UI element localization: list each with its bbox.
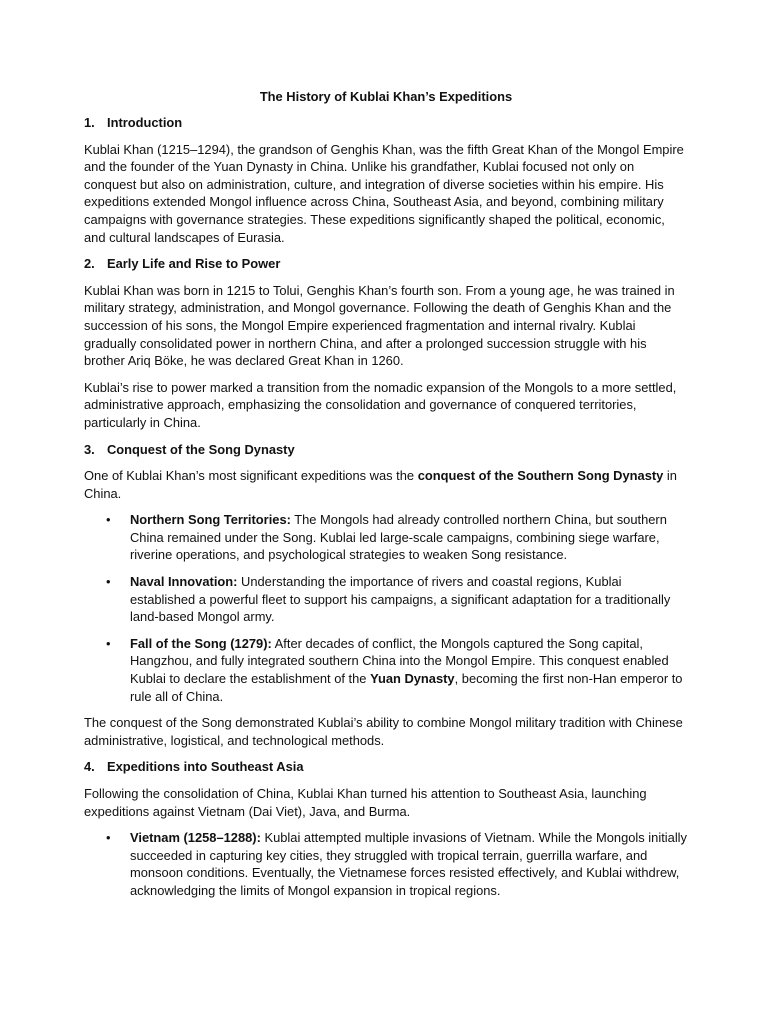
- document-page: [84, 88, 688, 909]
- section-title: Introduction: [107, 115, 183, 130]
- song-intro-text-end: in China.: [84, 468, 677, 501]
- bullet-label: Vietnam (1258–1288):: [130, 830, 261, 846]
- bullet-text: The Mongols had already controlled northern China, but southern China remained under the Song. Kublai led large-scale campaigns, combining siege warfare, riverine operations, and psychological strategies to weaken Song resistance.: [130, 512, 667, 563]
- document-title: The History of Kublai Khan’s Expeditions: [259, 89, 513, 104]
- bullet-icon: •: [106, 830, 111, 846]
- southeast-asia-bullet-list: [84, 829, 688, 899]
- section-heading-introduction: [84, 114, 688, 132]
- early-life-paragraph-2: Kublai’s rise to power marked a transition from the nomadic expansion of the Mongols to a more settled, administrative approach, emphasizing the consolidation and governance of conquered territories, particularly in China.: [84, 379, 677, 430]
- section-number: 1.: [84, 115, 95, 130]
- song-bullet-list: [84, 511, 688, 705]
- section-title: Early Life and Rise to Power: [107, 256, 281, 272]
- list-item: [84, 511, 688, 564]
- bullet-icon: •: [106, 635, 111, 651]
- bullet-bold: Yuan Dynasty: [370, 671, 455, 687]
- bullet-label: Northern Song Territories:: [130, 512, 291, 528]
- section-heading-song-conquest: [84, 441, 688, 459]
- section-heading-early-life: [84, 255, 688, 273]
- bullet-text: Understanding the importance of rivers and coastal regions, Kublai established a powerful fleet to support his campaigns, a significant adaptation for a traditionally land-based Mongol army.: [130, 574, 671, 625]
- song-intro-bold: conquest of the Southern Song Dynasty: [417, 468, 664, 484]
- list-item: [84, 573, 688, 626]
- bullet-text: After decades of conflict, the Mongols captured the Song capital, Hangzhou, and fully integrated southern China into the Mongol Empire. This conquest enabled Kublai to declare the establishment of the: [130, 635, 669, 687]
- early-life-paragraph-1: Kublai Khan was born in 1215 to Tolui, Genghis Khan’s fourth son. From a young age, he was trained in military strategy, administration, and Mongol governance. Following the death of Genghis Khan and the succession of his sons, the Mongol Empire experienced fragmentation and internal rivalry. Kublai gradually consolidated power in northern China, and after a prolonged succession struggle with his brother Ariq Böke, he was declared Great Khan in 1260.: [84, 282, 675, 369]
- introduction-paragraph: Kublai Khan (1215–1294), the grandson of Genghis Khan, was the fifth Great Khan of the Mongol Empire and the founder of the Yuan Dynasty in China. Unlike his grandfather, Kublai focused not only on conquest but also on administration, culture, and integration of diverse societies within his empire. His expeditions extended Mongol influence across China, Southeast Asia, and beyond, combining military campaigns with governance strategies. These expeditions significantly shaped the political, economic, and cultural landscapes of Eurasia.: [84, 141, 684, 245]
- southeast-asia-intro: Following the consolidation of China, Kublai Khan turned his attention to Southeast Asia, launching expeditions against Vietnam (Dai Viet), Java, and Burma.: [84, 786, 647, 819]
- song-conquest-outro: The conquest of the Song demonstrated Kublai’s ability to combine Mongol military tradition with Chinese administrative, logistical, and technological methods.: [84, 715, 683, 748]
- bullet-text-end: , becoming the first non-Han emperor to rule all of China.: [130, 671, 683, 704]
- list-item: [84, 829, 688, 899]
- section-title: Conquest of the Song Dynasty: [107, 441, 295, 457]
- bullet-text: Kublai attempted multiple invasions of Vietnam. While the Mongols initially succeeded in capturing key cities, they struggled with tropical terrain, guerrilla warfare, and monsoon conditions. Eventually, the Vietnamese forces resisted effectively, and Kublai withdrew, acknowledging the limits of Mongol expansion in tropical regions.: [130, 830, 687, 898]
- bullet-label: Fall of the Song (1279):: [130, 635, 272, 651]
- song-conquest-intro: [84, 467, 688, 502]
- section-number: 4.: [84, 759, 95, 775]
- section-title: Expeditions into Southeast Asia: [107, 759, 304, 775]
- bullet-label: Naval Innovation:: [130, 574, 238, 590]
- bullet-icon: •: [106, 512, 111, 528]
- section-heading-southeast-asia: [84, 758, 688, 776]
- section-number: 2.: [84, 256, 95, 272]
- bullet-icon: •: [106, 574, 111, 590]
- section-number: 3.: [84, 441, 95, 457]
- song-intro-text: One of Kublai Khan’s most significant expeditions was the: [84, 468, 418, 484]
- list-item: [84, 635, 688, 705]
